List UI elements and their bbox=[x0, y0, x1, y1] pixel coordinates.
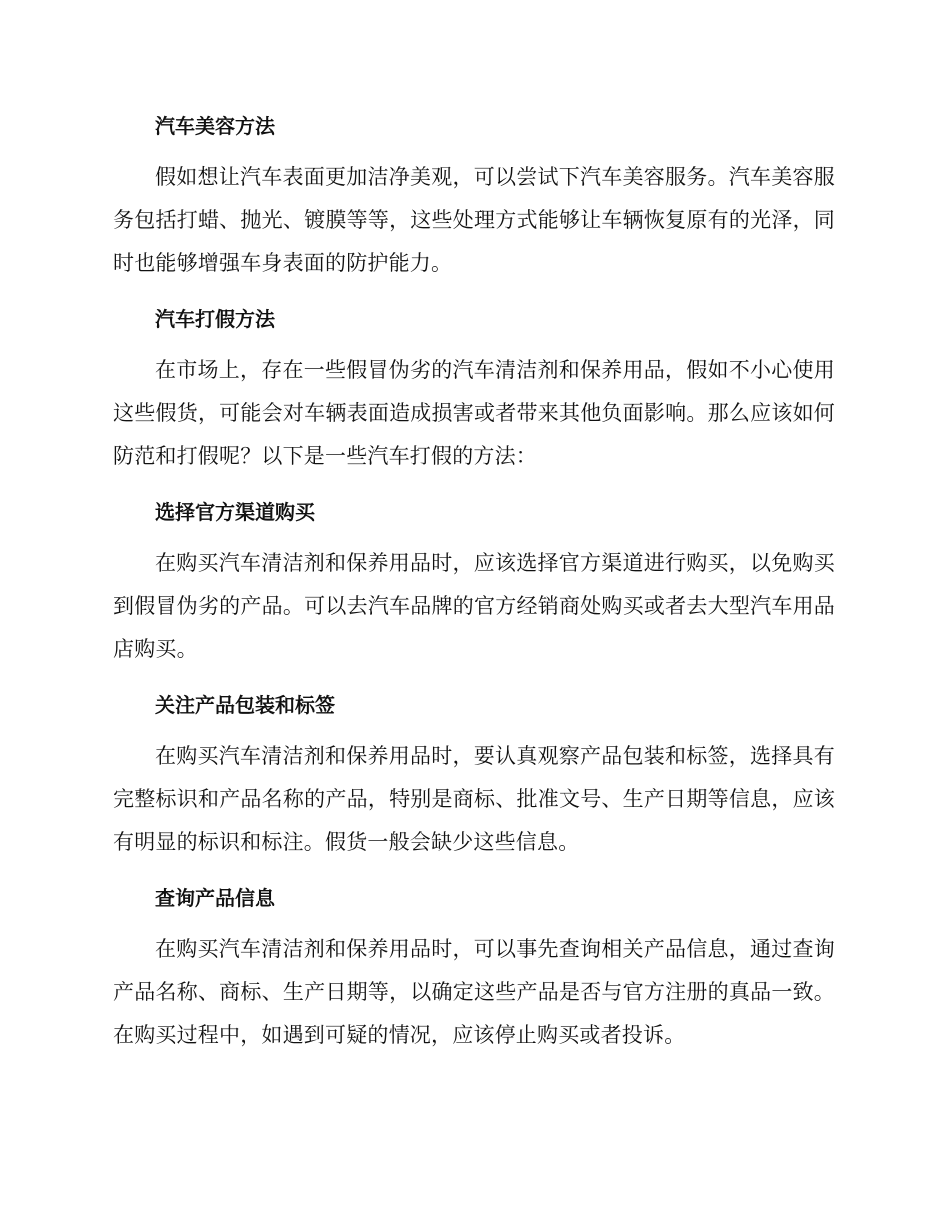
section-heading: 关注产品包装和标签 bbox=[155, 693, 335, 717]
section-paragraph: 在购买汽车清洁剂和保养用品时，可以事先查询相关产品信息，通过查询产品名称、商标、生产日期等，以确定这些产品是否与官方注册的真品一致。在购买过程中，如遇到可疑的情况，应该停止购买或者投诉。 bbox=[113, 937, 835, 1047]
section-packaging-label bbox=[113, 683, 835, 864]
document-page bbox=[113, 104, 835, 1069]
section-heading: 汽车美容方法 bbox=[155, 114, 275, 138]
section-paragraph: 假如想让汽车表面更加洁净美观，可以尝试下汽车美容服务。汽车美容服务包括打蜡、抛光、镀膜等等，这些处理方式能够让车辆恢复原有的光泽，同时也能够增强车身表面的防护能力。 bbox=[113, 165, 835, 275]
section-heading: 汽车打假方法 bbox=[155, 307, 275, 331]
section-heading: 查询产品信息 bbox=[155, 886, 275, 910]
section-product-info bbox=[113, 876, 835, 1057]
section-official-channel bbox=[113, 490, 835, 671]
section-car-beauty bbox=[113, 104, 835, 285]
section-heading: 选择官方渠道购买 bbox=[155, 500, 315, 524]
section-anti-counterfeit bbox=[113, 297, 835, 478]
section-paragraph: 在购买汽车清洁剂和保养用品时，要认真观察产品包装和标签，选择具有完整标识和产品名称的产品，特别是商标、批准文号、生产日期等信息，应该有明显的标识和标注。假货一般会缺少这些信息。 bbox=[113, 744, 835, 854]
section-paragraph: 在市场上，存在一些假冒伪劣的汽车清洁剂和保养用品，假如不小心使用这些假货，可能会对车辆表面造成损害或者带来其他负面影响。那么应该如何防范和打假呢？以下是一些汽车打假的方法： bbox=[113, 358, 835, 468]
section-paragraph: 在购买汽车清洁剂和保养用品时，应该选择官方渠道进行购买，以免购买到假冒伪劣的产品。可以去汽车品牌的官方经销商处购买或者去大型汽车用品店购买。 bbox=[113, 551, 835, 661]
